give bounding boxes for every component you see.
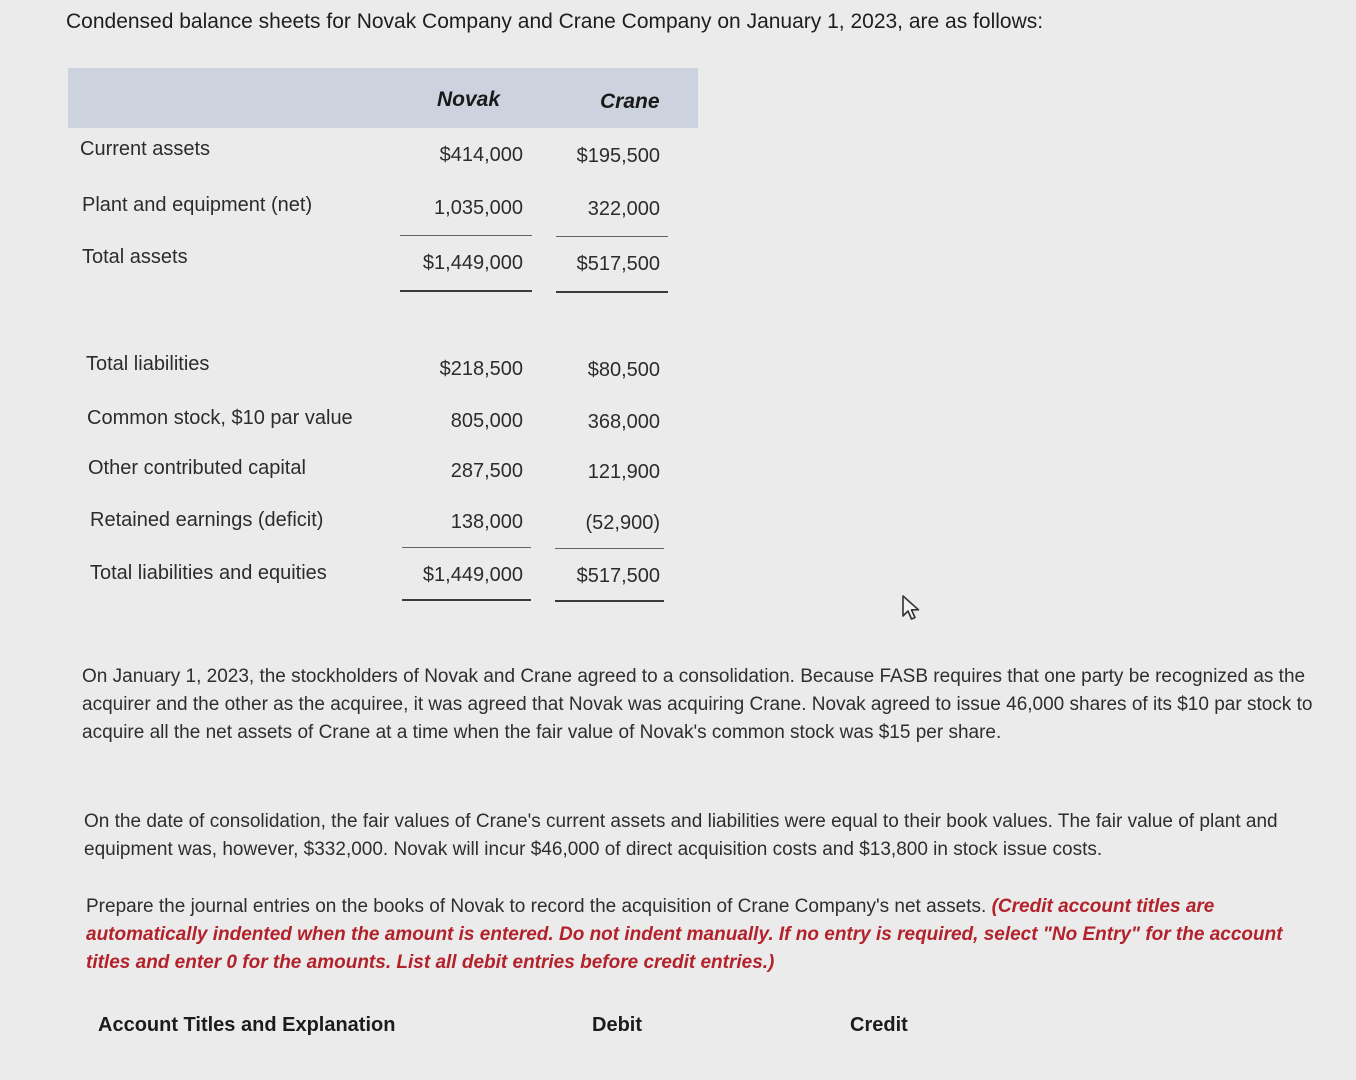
total-rule-novak-equity xyxy=(402,599,531,601)
cell-novak-other-contributed-capital: 287,500 xyxy=(450,460,523,482)
row-label-total-liabilities: Total liabilities xyxy=(86,353,210,375)
row-label-other-contributed-capital: Other contributed capital xyxy=(88,457,306,479)
total-rule-crane-equity xyxy=(555,600,664,602)
subtotal-rule-crane xyxy=(556,236,668,237)
cell-crane-total-liabilities-equities: $517,500 xyxy=(576,565,660,587)
mouse-pointer-icon xyxy=(900,594,924,627)
subtotal-rule-novak xyxy=(400,235,532,236)
row-label-total-assets: Total assets xyxy=(82,246,188,268)
account-titles-header: Account Titles and Explanation xyxy=(98,1014,396,1036)
row-label-retained-earnings: Retained earnings (deficit) xyxy=(90,509,324,531)
instructions-text: Prepare the journal entries on the books of Novak to record the acquisition of Crane Company's net assets. xyxy=(86,896,992,917)
cell-novak-total-liabilities-equities: $1,449,000 xyxy=(422,564,523,586)
cell-crane-total-liabilities: $80,500 xyxy=(587,359,660,381)
cell-crane-current-assets: $195,500 xyxy=(576,145,660,167)
cell-crane-retained-earnings: (52,900) xyxy=(585,512,660,534)
scenario-paragraph: On January 1, 2023, the stockholders of Novak and Crane agreed to a consolidation. Because FASB requires that one party be recognized as the acquirer and the other as the acquiree, it was agreed that Novak was acquiring Crane. Novak agreed to issue 46,000 shares of its $10 par stock to acquire all the net assets of Crane at a time when the fair value of Novak's common stock was $15 per share. xyxy=(82,666,1313,743)
cell-crane-plant-equipment: 322,000 xyxy=(587,198,660,220)
cell-novak-total-assets: $1,449,000 xyxy=(422,252,523,274)
cell-novak-plant-equipment: 1,035,000 xyxy=(434,197,523,219)
row-label-total-liabilities-equities: Total liabilities and equities xyxy=(90,562,327,584)
debit-header: Debit xyxy=(592,1014,642,1036)
cell-novak-current-assets: $414,000 xyxy=(439,144,523,166)
cell-novak-total-liabilities: $218,500 xyxy=(439,358,523,380)
total-rule-novak xyxy=(400,290,532,292)
column-header-crane: Crane xyxy=(600,90,660,113)
column-header-novak: Novak xyxy=(437,88,501,111)
credit-header: Credit xyxy=(850,1014,908,1036)
cell-crane-other-contributed-capital: 121,900 xyxy=(587,461,660,483)
total-rule-crane xyxy=(556,291,668,293)
instructions-note: (Credit account titles are automatically indented when the amount is entered. Do not indent manually. If no entry is required, select "No Entry" for the account titles and enter 0 for the amounts. List all debit entries before credit entries.) xyxy=(86,896,1283,973)
instructions-paragraph xyxy=(86,893,1326,977)
cell-novak-common-stock: 805,000 xyxy=(450,410,523,432)
cell-crane-common-stock: 368,000 xyxy=(587,411,660,433)
row-label-common-stock: Common stock, $10 par value xyxy=(87,407,353,429)
subtotal-rule-crane-equity xyxy=(555,548,664,549)
cell-crane-total-assets: $517,500 xyxy=(576,253,660,275)
subtotal-rule-novak-equity xyxy=(402,547,531,548)
fair-value-paragraph: On the date of consolidation, the fair values of Crane's current assets and liabilities were equal to their book values. The fair value of plant and equipment was, however, $332,000. Novak will incur $46,000 of direct acquisition costs and $13,800 in stock issue costs. xyxy=(84,811,1278,860)
cell-novak-retained-earnings: 138,000 xyxy=(450,511,523,533)
intro-text: Condensed balance sheets for Novak Company and Crane Company on January 1, 2023, are as follows: xyxy=(66,10,1044,33)
row-label-current-assets: Current assets xyxy=(80,138,211,160)
row-label-plant-equipment: Plant and equipment (net) xyxy=(82,194,313,216)
